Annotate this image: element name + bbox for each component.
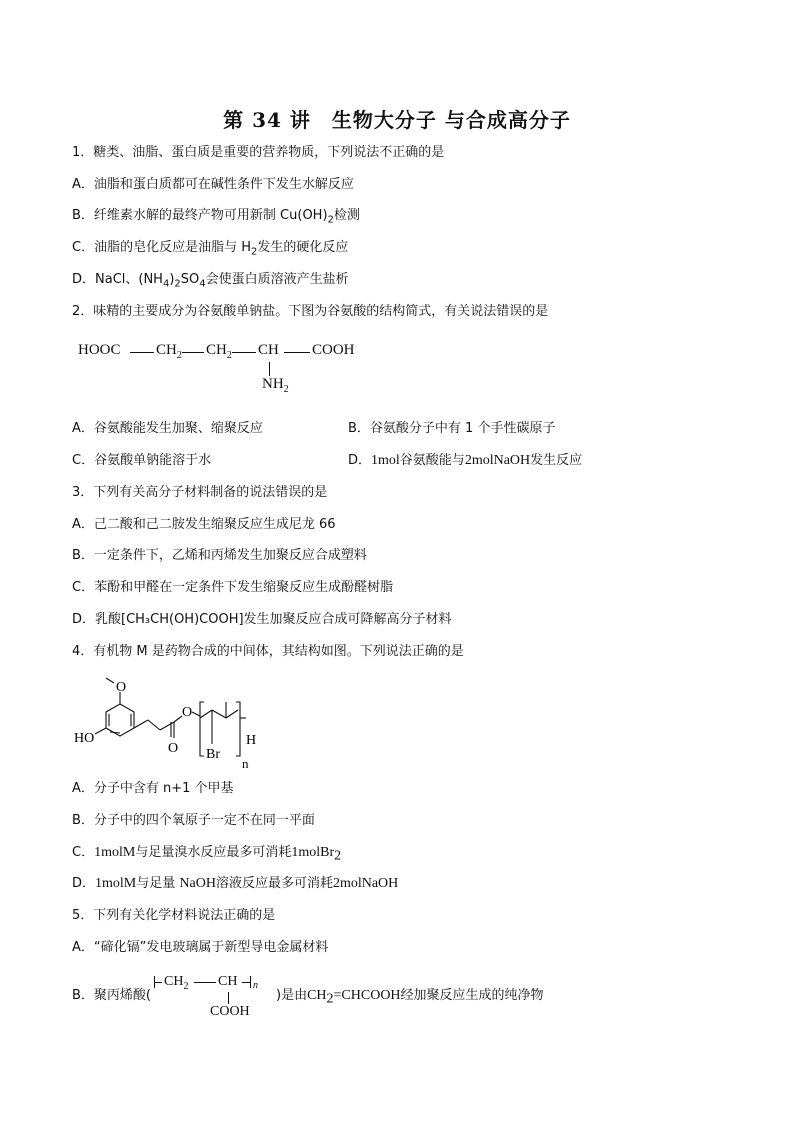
q1-d-post: 会使蛋白质溶液产生盐析 — [205, 272, 349, 287]
label-o-methoxy: O — [116, 680, 127, 695]
label-ho: HO — [74, 731, 95, 746]
q1-b-sub: 2 — [327, 214, 334, 226]
bond-4 — [284, 352, 310, 353]
poly-ch2: $CH_2$ — [164, 974, 189, 992]
compound-m-structure — [70, 672, 270, 772]
q5-stem: 5．下列有关化学材料说法正确的是 — [72, 908, 276, 923]
q1-stem: 1．糖类、油脂、蛋白质是重要的营养物质，下列说法不正确的是 — [72, 145, 445, 160]
poly-n: n — [253, 980, 258, 991]
q1-c-sub: 2 — [251, 246, 258, 258]
bond-2 — [182, 352, 204, 353]
q2-option-c: C．谷氨酸单钠能溶于水 — [72, 453, 212, 468]
q2-option-b: B．谷氨酸分子中有 1 个手性碳原子 — [348, 421, 556, 436]
q5-option-b — [72, 988, 151, 1004]
q3-option-c: C．苯酚和甲醛在一定条件下发生缩聚反应生成酚醛树脂 — [72, 580, 394, 595]
bond-3 — [232, 352, 256, 353]
q1-option-c — [72, 240, 348, 261]
group-hooc: HOOC — [78, 342, 121, 358]
group-cooh: COOH — [312, 342, 355, 358]
poly-cooh: COOH — [210, 1004, 250, 1019]
q1-b-post: 检测 — [333, 208, 360, 223]
q2-stem: 2．味精的主要成分为谷氨酸单钠盐。下图为谷氨酸的结构简式，有关说法错误的是 — [72, 304, 549, 319]
group-ch2-b: $CH_2$ — [206, 342, 232, 361]
q1-d-sub3: 4 — [199, 278, 206, 290]
q4-option-b: B．分子中的四个氧原子一定不在同一平面 — [72, 813, 315, 828]
q4-option-d: D．1molM与足量 NaOH溶液反应最多可消耗2molNaOH — [72, 876, 399, 891]
q1-option-d — [72, 272, 349, 293]
group-ch: CH — [258, 342, 279, 358]
q2-option-d: D．1mol谷氨酸能与2molNaOH发生反应 — [348, 453, 583, 468]
q1-d-mid2: SO — [180, 272, 200, 287]
q3-stem: 3．下列有关高分子材料制备的说法错误的是 — [72, 485, 328, 500]
label-o-carbonyl: O — [168, 741, 179, 756]
q5-option-a: A．“碲化镉”发电玻璃属于新型导电金属材料 — [72, 940, 329, 955]
polyacrylic-acid-structure — [152, 972, 280, 1024]
q1-d-sub1: 4 — [162, 278, 170, 290]
q5-option-b-rest: )是由$CH_2=CHCOOH$经加聚反应生成的纯净物 — [276, 988, 544, 1007]
label-br: Br — [206, 747, 220, 762]
q3-option-d: D．乳酸[CH₃CH(OH)COOH]发生加聚反应合成可降解高分子材料 — [72, 612, 452, 627]
page-title: 第 34 讲 生物大分子 与合成高分子 — [223, 108, 571, 132]
q1-option-b — [72, 208, 360, 229]
q4-stem: 4．有机物 M 是药物合成的中间体，其结构如图。下列说法正确的是 — [72, 644, 464, 659]
q1-d-mid: ) — [169, 272, 175, 287]
label-o-ester: O — [182, 705, 193, 720]
q4-option-c: C．1molM与足量溴水反应最多可消耗1molBr$_2$ — [72, 845, 342, 864]
q1-option-a: A．油脂和蛋白质都可在碱性条件下发生水解反应 — [72, 177, 354, 192]
label-n: n — [242, 756, 249, 771]
q1-b-pre: B．纤维素水解的最终产物可用新制 Cu(OH) — [72, 208, 328, 223]
bond-5 — [269, 362, 270, 376]
poly-ch: CH — [218, 974, 238, 989]
group-nh2: $NH_2$ — [262, 376, 289, 395]
group-ch2-a: $CH_2$ — [156, 342, 182, 361]
q3-option-b: B．一定条件下，乙烯和丙烯发生加聚反应合成塑料 — [72, 548, 367, 563]
q1-c-post: 发生的硬化反应 — [257, 240, 349, 255]
bond-1 — [130, 352, 154, 353]
glutamic-acid-structure — [72, 336, 412, 400]
q3-option-a: A．己二酸和己二胺发生缩聚反应生成尼龙 66 — [72, 517, 336, 532]
q5-b-pre: B．聚丙烯酸( — [72, 988, 151, 1003]
q1-d-sub2: 2 — [174, 278, 181, 290]
label-h: H — [246, 733, 257, 748]
q1-d-pre: D．NaCl、(NH — [72, 272, 163, 287]
q4-option-a: A．分子中含有 n+1 个甲基 — [72, 781, 234, 796]
q2-option-a: A．谷氨酸能发生加聚、缩聚反应 — [72, 421, 263, 436]
q1-c-pre: C．油脂的皂化反应是油脂与 H — [72, 240, 251, 255]
